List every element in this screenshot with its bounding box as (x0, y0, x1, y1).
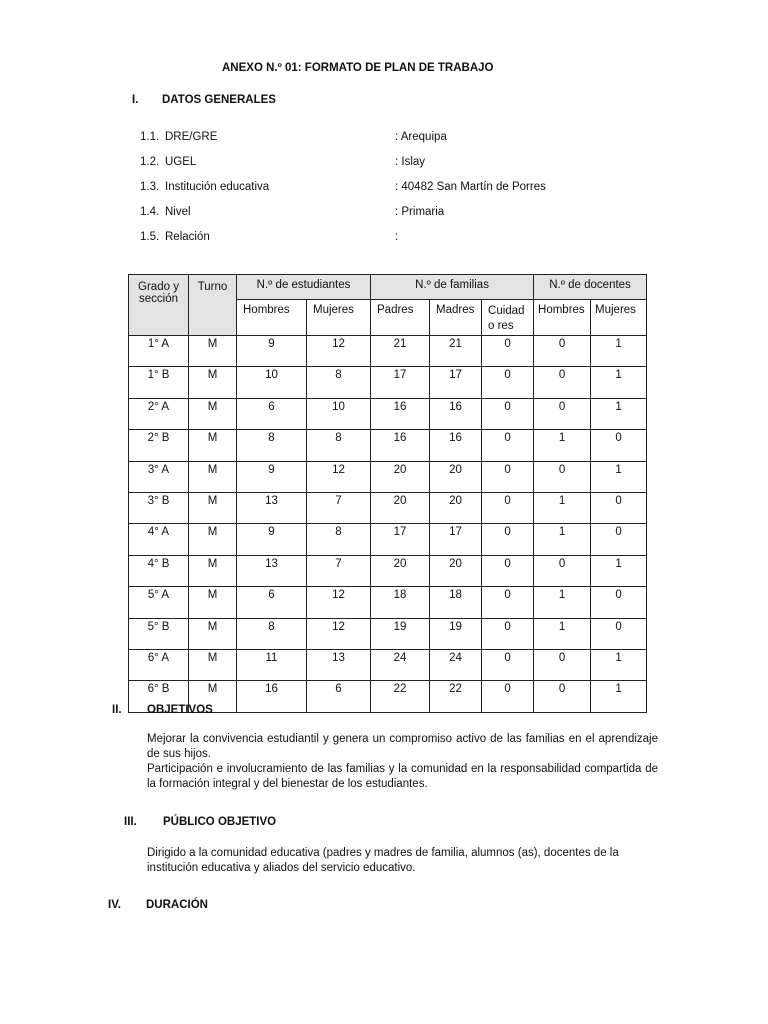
cell-grado: 4° B (129, 555, 189, 586)
table-row (129, 492, 647, 523)
general-value: : (395, 231, 399, 243)
publico-text (147, 846, 637, 876)
cell-grado: 2° A (129, 398, 189, 429)
cell-est-mujeres: 12 (307, 618, 371, 649)
cell-cuidadores: 0 (482, 649, 534, 680)
cell-est-hombres: 8 (237, 618, 307, 649)
general-row-ugel (140, 156, 640, 174)
cell-turno: M (189, 398, 237, 429)
cell-madres: 22 (430, 681, 482, 712)
header-cuidadores: Cuidad o res (482, 300, 534, 336)
header-docentes-mujeres: Mujeres (591, 300, 647, 336)
cell-doc-mujeres: 0 (591, 618, 647, 649)
cell-doc-mujeres: 0 (591, 430, 647, 461)
cell-cuidadores: 0 (482, 618, 534, 649)
cell-est-hombres: 6 (237, 587, 307, 618)
cell-cuidadores: 0 (482, 336, 534, 367)
cell-doc-hombres: 1 (534, 492, 591, 523)
header-turno: Turno (189, 275, 237, 336)
cell-padres: 20 (371, 555, 430, 586)
general-label: Relación (165, 231, 210, 243)
cell-grado: 3° B (129, 492, 189, 523)
cell-doc-hombres: 0 (534, 398, 591, 429)
cell-padres: 20 (371, 461, 430, 492)
cell-turno: M (189, 649, 237, 680)
cell-est-mujeres: 7 (307, 492, 371, 523)
cell-turno: M (189, 681, 237, 712)
section-4-number: IV. (108, 899, 122, 911)
cell-padres: 24 (371, 649, 430, 680)
section-4-title: DURACIÓN (146, 899, 208, 911)
table-row (129, 524, 647, 555)
table-row (129, 367, 647, 398)
cell-doc-mujeres: 0 (591, 524, 647, 555)
cell-doc-hombres: 1 (534, 430, 591, 461)
cell-madres: 18 (430, 587, 482, 618)
cell-grado: 2° B (129, 430, 189, 461)
cell-padres: 22 (371, 681, 430, 712)
cell-est-mujeres: 12 (307, 587, 371, 618)
section-2-number: II. (112, 704, 122, 716)
cell-grado: 1° A (129, 336, 189, 367)
cell-est-hombres: 10 (237, 367, 307, 398)
table-row (129, 555, 647, 586)
cell-doc-hombres: 0 (534, 555, 591, 586)
general-number: 1.4. (140, 206, 160, 218)
cell-madres: 20 (430, 461, 482, 492)
cell-est-hombres: 16 (237, 681, 307, 712)
general-label: UGEL (165, 156, 197, 168)
header-familias: N.º de familias (371, 275, 534, 300)
cell-madres: 16 (430, 398, 482, 429)
cell-doc-hombres: 0 (534, 336, 591, 367)
objetivo-1: Mejorar la convivencia estudiantil y genera un compromiso activo de las familias en el aprendizaje de sus hijos. (147, 733, 658, 760)
cell-grado: 1° B (129, 367, 189, 398)
cell-est-mujeres: 13 (307, 649, 371, 680)
table-row (129, 336, 647, 367)
cell-doc-mujeres: 1 (591, 555, 647, 586)
cell-est-hombres: 13 (237, 555, 307, 586)
section-1-title: DATOS GENERALES (162, 94, 276, 106)
general-label: DRE/GRE (165, 131, 218, 143)
cell-est-mujeres: 8 (307, 430, 371, 461)
cell-est-hombres: 9 (237, 524, 307, 555)
publico-paragraph: Dirigido a la comunidad educativa (padres y madres de familia, alumnos (as), docentes de la institución educativa y aliados del servicio educativo. (147, 847, 619, 874)
cell-doc-mujeres: 1 (591, 461, 647, 492)
cell-est-mujeres: 7 (307, 555, 371, 586)
section-3-title: PÚBLICO OBJETIVO (163, 816, 277, 828)
general-row-institucion (140, 181, 640, 199)
cell-turno: M (189, 618, 237, 649)
cell-cuidadores: 0 (482, 555, 534, 586)
cell-doc-mujeres: 0 (591, 492, 647, 523)
cell-padres: 18 (371, 587, 430, 618)
cell-turno: M (189, 367, 237, 398)
cell-madres: 16 (430, 430, 482, 461)
cell-cuidadores: 0 (482, 461, 534, 492)
header-madres: Madres (430, 300, 482, 336)
objetivo-2: Participación e involucramiento de las familias y la comunidad en la responsabilidad compartida de la formación integral y del bienestar de los estudiantes. (147, 763, 658, 790)
cell-padres: 19 (371, 618, 430, 649)
general-row-relacion (140, 231, 640, 249)
cell-est-mujeres: 8 (307, 367, 371, 398)
cell-doc-hombres: 1 (534, 618, 591, 649)
cell-madres: 19 (430, 618, 482, 649)
general-row-dre (140, 131, 640, 149)
cell-grado: 6° A (129, 649, 189, 680)
objetivos-text (147, 732, 658, 792)
cell-padres: 21 (371, 336, 430, 367)
cell-doc-hombres: 0 (534, 367, 591, 398)
cell-doc-mujeres: 1 (591, 398, 647, 429)
cell-est-mujeres: 6 (307, 681, 371, 712)
cell-grado: 5° A (129, 587, 189, 618)
header-grado: Grado y sección (129, 275, 189, 336)
cell-est-hombres: 13 (237, 492, 307, 523)
general-number: 1.2. (140, 156, 160, 168)
cell-turno: M (189, 461, 237, 492)
cell-turno: M (189, 492, 237, 523)
cell-doc-mujeres: 0 (591, 587, 647, 618)
cell-padres: 17 (371, 367, 430, 398)
section-2-title: OBJETIVOS (147, 704, 213, 716)
cell-est-hombres: 9 (237, 336, 307, 367)
cell-est-hombres: 11 (237, 649, 307, 680)
cell-cuidadores: 0 (482, 587, 534, 618)
general-value: : 40482 San Martín de Porres (395, 181, 546, 193)
cell-doc-hombres: 0 (534, 649, 591, 680)
cell-padres: 16 (371, 398, 430, 429)
table-row (129, 430, 647, 461)
cell-doc-hombres: 1 (534, 587, 591, 618)
header-hombres: Hombres (237, 300, 307, 336)
cell-cuidadores: 0 (482, 492, 534, 523)
header-docentes: N.º de docentes (534, 275, 647, 300)
table-row (129, 398, 647, 429)
cell-doc-hombres: 0 (534, 681, 591, 712)
table-row (129, 461, 647, 492)
cell-madres: 24 (430, 649, 482, 680)
cell-doc-hombres: 0 (534, 461, 591, 492)
cell-grado: 6° B (129, 681, 189, 712)
cell-est-hombres: 6 (237, 398, 307, 429)
cell-madres: 20 (430, 492, 482, 523)
cell-doc-mujeres: 1 (591, 367, 647, 398)
general-value: : Primaria (395, 206, 445, 218)
cell-turno: M (189, 336, 237, 367)
table-row (129, 649, 647, 680)
table-row (129, 618, 647, 649)
cell-cuidadores: 0 (482, 367, 534, 398)
cell-madres: 17 (430, 524, 482, 555)
cell-madres: 20 (430, 555, 482, 586)
cell-turno: M (189, 430, 237, 461)
cell-grado: 5° B (129, 618, 189, 649)
students-table (128, 274, 647, 713)
header-mujeres: Mujeres (307, 300, 371, 336)
cell-cuidadores: 0 (482, 398, 534, 429)
cell-cuidadores: 0 (482, 681, 534, 712)
cell-doc-mujeres: 1 (591, 649, 647, 680)
general-number: 1.1. (140, 131, 160, 143)
cell-est-mujeres: 12 (307, 461, 371, 492)
cell-padres: 17 (371, 524, 430, 555)
section-3-number: III. (124, 816, 137, 828)
header-estudiantes: N.º de estudiantes (237, 275, 371, 300)
cell-turno: M (189, 524, 237, 555)
cell-doc-mujeres: 1 (591, 681, 647, 712)
cell-grado: 4° A (129, 524, 189, 555)
cell-est-mujeres: 10 (307, 398, 371, 429)
general-label: Institución educativa (165, 181, 270, 193)
cell-cuidadores: 0 (482, 430, 534, 461)
document-title: ANEXO N.º 01: FORMATO DE PLAN DE TRABAJO (222, 62, 494, 74)
section-1-number: I. (132, 94, 139, 106)
cell-est-mujeres: 12 (307, 336, 371, 367)
cell-est-hombres: 8 (237, 430, 307, 461)
cell-padres: 16 (371, 430, 430, 461)
cell-est-hombres: 9 (237, 461, 307, 492)
cell-padres: 20 (371, 492, 430, 523)
cell-turno: M (189, 587, 237, 618)
general-number: 1.3. (140, 181, 160, 193)
header-padres: Padres (371, 300, 430, 336)
general-row-nivel (140, 206, 640, 224)
general-number: 1.5. (140, 231, 160, 243)
cell-madres: 17 (430, 367, 482, 398)
cell-madres: 21 (430, 336, 482, 367)
cell-est-mujeres: 8 (307, 524, 371, 555)
header-docentes-hombres: Hombres (534, 300, 591, 336)
cell-grado: 3° A (129, 461, 189, 492)
cell-turno: M (189, 555, 237, 586)
general-label: Nivel (165, 206, 191, 218)
general-value: : Islay (395, 156, 426, 168)
cell-doc-mujeres: 1 (591, 336, 647, 367)
general-value: : Arequipa (395, 131, 447, 143)
table-row (129, 587, 647, 618)
cell-cuidadores: 0 (482, 524, 534, 555)
cell-doc-hombres: 1 (534, 524, 591, 555)
